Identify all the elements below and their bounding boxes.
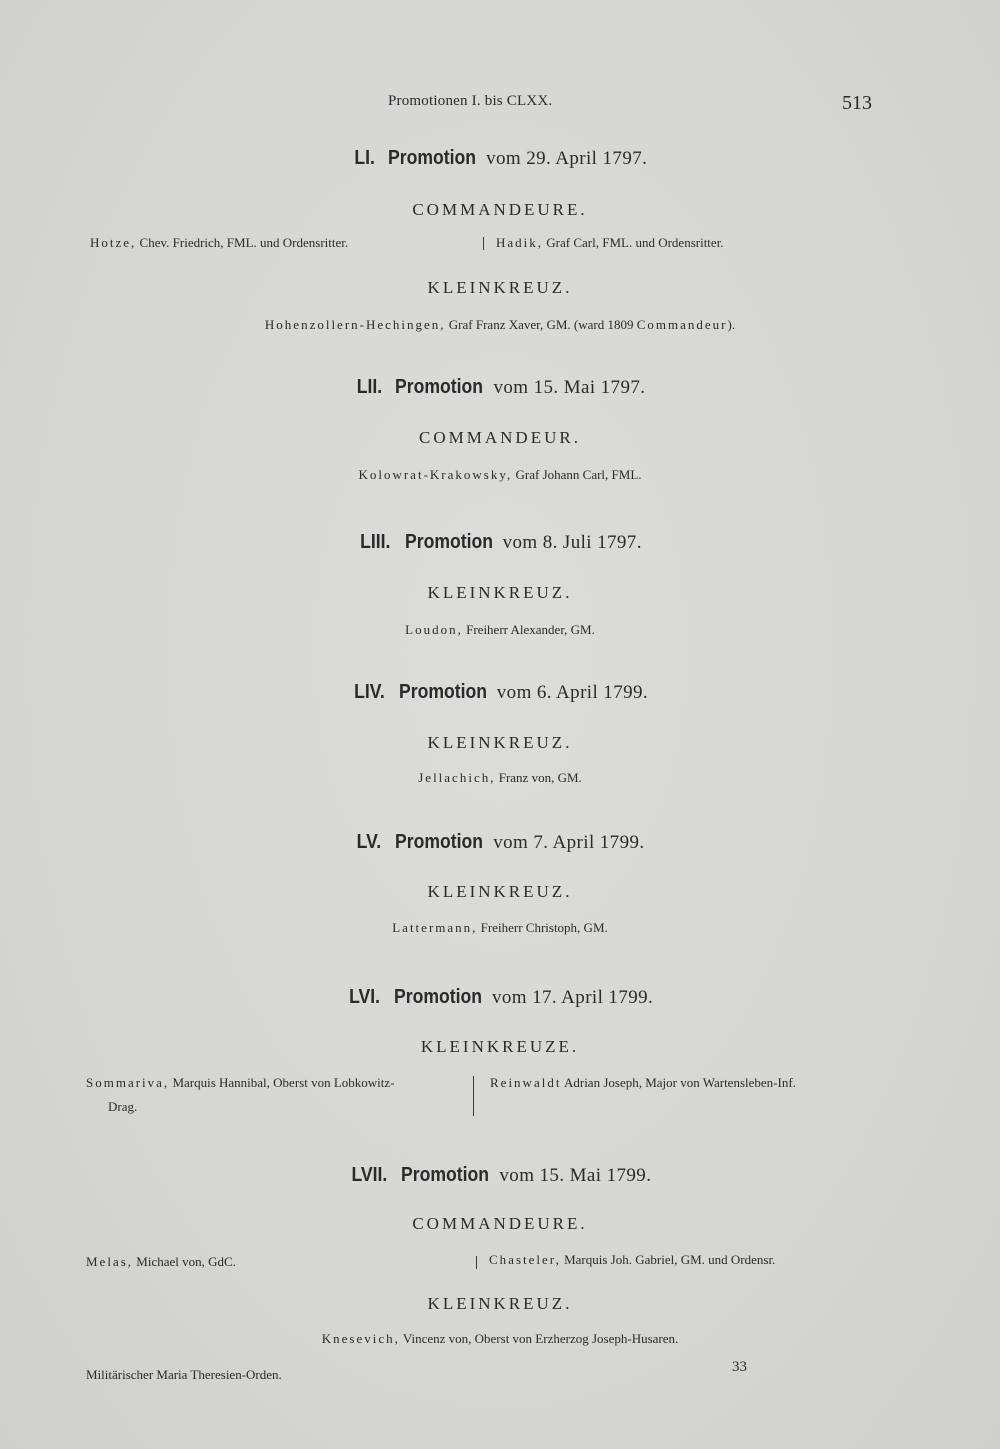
entry-right: Hadik, Graf Carl, FML. und Ordensritter. <box>496 235 724 250</box>
promotion-heading-lvii: LVII. Promotion vom 15. Mai 1799. <box>351 1164 652 1186</box>
promotion-word: Promotion <box>388 147 477 169</box>
entry-single: Lattermann, Freiherr Christoph, GM. <box>392 920 608 935</box>
promotion-heading-lvi: LVI. Promotion vom 17. April 1799. <box>348 986 654 1008</box>
entry-left: Melas, Michael von, GdC. <box>86 1254 236 1269</box>
page-number: 513 <box>842 92 872 114</box>
entry-left-continuation: Drag. <box>108 1099 138 1114</box>
running-title: Promotionen I. bis CLXX. <box>388 93 553 109</box>
entry-right: Chasteler, Marquis Joh. Gabriel, GM. und Ordensr. <box>489 1252 776 1267</box>
section-heading: KLEINKREUZ. <box>427 583 573 602</box>
entry-single: Kolowrat-Krakowsky, Graf Johann Carl, FML. <box>358 467 642 482</box>
entry-single: Jellachich, Franz von, GM. <box>418 770 582 785</box>
promotion-heading-lii: LII. Promotion vom 15. Mai 1797. <box>356 376 646 398</box>
entry-single: Loudon, Freiherr Alexander, GM. <box>405 622 595 637</box>
section-heading: COMMANDEURE. <box>412 200 588 219</box>
section-heading: COMMANDEURE. <box>412 1214 588 1233</box>
section-heading: KLEINKREUZ. <box>427 278 573 297</box>
promotion-heading-li <box>0 147 1000 170</box>
column-divider <box>483 237 484 250</box>
section-heading: KLEINKREUZ. <box>427 882 573 901</box>
promotion-heading-liii: LIII. Promotion vom 8. Juli 1797. <box>360 531 642 553</box>
entry-right: Reinwaldt Adrian Joseph, Major von Wartensleben-Inf. <box>490 1075 796 1090</box>
signature-mark: 33 <box>732 1359 747 1375</box>
footer-title: Militärischer Maria Theresien-Orden. <box>86 1367 282 1382</box>
section-heading: KLEINKREUZ. <box>427 1294 573 1313</box>
promotion-heading-liv: LIV. Promotion vom 6. April 1799. <box>354 681 649 703</box>
entry-left: Hotze, Chev. Friedrich, FML. und Ordensritter. <box>90 235 349 250</box>
promotion-numeral: LI. <box>354 147 375 169</box>
column-divider <box>473 1076 474 1116</box>
promotion-date: vom 29. April 1797. <box>486 148 648 169</box>
section-heading: COMMANDEUR. <box>419 428 581 447</box>
entry-single: Hohenzollern-Hechingen, Graf Franz Xaver, GM. (ward 1809 Commandeur). <box>264 317 736 332</box>
promotion-heading-lv: LV. Promotion vom 7. April 1799. <box>357 831 645 853</box>
section-heading: KLEINKREUZ. <box>427 733 573 752</box>
column-divider <box>476 1256 477 1269</box>
entry-single: Knesevich, Vincenz von, Oberst von Erzherzog Joseph-Husaren. <box>321 1331 679 1346</box>
section-heading: KLEINKREUZE. <box>420 1037 580 1056</box>
entry-left: Sommariva, Marquis Hannibal, Oberst von Lobkowitz- <box>86 1075 395 1090</box>
